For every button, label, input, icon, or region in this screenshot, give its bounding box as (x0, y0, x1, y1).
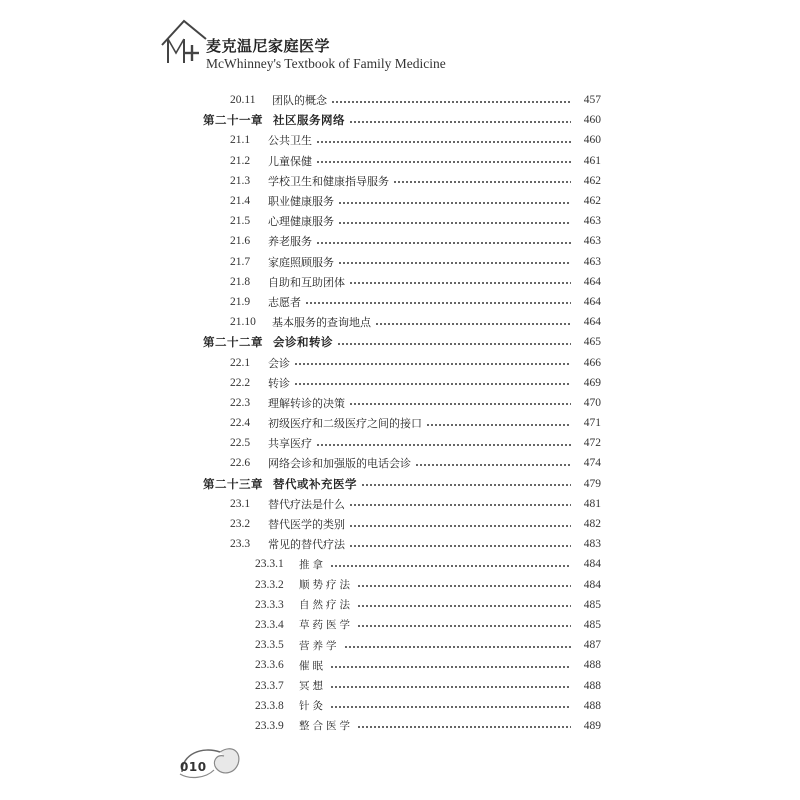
toc-chapter-row (203, 332, 601, 352)
toc-chapter-name: 替代或补充医学 (273, 476, 357, 491)
toc-section-row (203, 151, 601, 171)
toc-page-number: 469 (583, 376, 601, 389)
toc-section-number: 21.8 (230, 275, 251, 288)
book-title-english: McWhinney's Textbook of Family Medicine (206, 56, 446, 71)
table-of-contents (203, 90, 601, 736)
toc-chapter-name: 会诊和转诊 (273, 335, 333, 350)
toc-page-number: 489 (583, 719, 601, 732)
toc-leader-dots (357, 726, 571, 728)
toc-page-number: 488 (583, 699, 601, 712)
toc-page-number: 474 (583, 457, 601, 470)
toc-title: 家庭照顾服务 (268, 255, 334, 269)
toc-section-row (203, 514, 601, 534)
toc-subsection-row (203, 595, 601, 615)
toc-page-number: 464 (583, 295, 601, 308)
toc-section-row (203, 272, 601, 292)
toc-title: 冥想 (299, 680, 326, 693)
toc-section-row (203, 130, 601, 150)
toc-leader-dots (349, 282, 571, 284)
toc-page-number: 471 (583, 417, 601, 430)
toc-subsection-row (203, 655, 601, 675)
toc-section-row (203, 191, 601, 211)
toc-section-row (203, 453, 601, 473)
toc-section-row (203, 534, 601, 554)
toc-section-row (203, 292, 601, 312)
toc-section-number: 23.3.8 (255, 699, 284, 712)
toc-leader-dots (316, 141, 571, 143)
toc-subsection-row (203, 675, 601, 695)
house-logo-icon (160, 15, 208, 65)
toc-leader-dots (393, 181, 571, 183)
toc-page-number: 463 (583, 215, 601, 228)
toc-leader-dots (305, 302, 571, 304)
toc-chapter-label: 第二十一章 (203, 113, 263, 128)
toc-page-number: 482 (583, 518, 601, 531)
toc-title: 替代疗法是什么 (268, 497, 345, 511)
toc-leader-dots (316, 161, 571, 163)
toc-section-number: 23.3.4 (255, 618, 284, 631)
toc-title: 会诊 (268, 356, 290, 370)
page-footer (176, 738, 246, 782)
toc-page-number: 464 (583, 316, 601, 329)
toc-page-number: 466 (583, 356, 601, 369)
toc-leader-dots (338, 222, 571, 224)
toc-subsection-row (203, 716, 601, 736)
toc-section-number: 22.1 (230, 356, 251, 369)
toc-section-number: 22.2 (230, 376, 251, 389)
toc-leader-dots (331, 101, 571, 103)
toc-page-number: 488 (583, 679, 601, 692)
toc-section-number: 23.3.5 (255, 639, 284, 652)
toc-section-number: 23.3 (230, 538, 251, 551)
toc-leader-dots (344, 646, 572, 648)
toc-title: 推拿 (299, 558, 326, 571)
toc-section-number: 23.3.3 (255, 598, 284, 611)
toc-title: 常见的替代疗法 (268, 538, 345, 552)
toc-section-number: 23.3.9 (255, 719, 284, 732)
toc-title: 转诊 (268, 376, 290, 390)
toc-section-row (203, 252, 601, 272)
toc-chapter-row (203, 474, 601, 494)
toc-page-number: 470 (583, 396, 601, 409)
toc-title: 自然疗法 (299, 599, 353, 612)
toc-chapter-label: 第二十二章 (203, 335, 263, 350)
toc-section-row (203, 312, 601, 332)
toc-title: 理解转诊的决策 (268, 396, 345, 410)
toc-section-number: 22.6 (230, 457, 251, 470)
toc-leader-dots (330, 565, 571, 567)
toc-section-row (203, 171, 601, 191)
toc-section-row (203, 90, 601, 110)
toc-subsection-row (203, 615, 601, 635)
toc-section-number: 23.1 (230, 497, 251, 510)
toc-section-number: 23.3.6 (255, 659, 284, 672)
toc-section-number: 21.10 (230, 316, 256, 329)
toc-title (203, 476, 357, 492)
toc-section-number: 21.9 (230, 295, 251, 308)
toc-leader-dots (330, 706, 571, 708)
toc-leader-dots (349, 403, 571, 405)
toc-leader-dots (349, 504, 571, 506)
toc-title: 养老服务 (268, 235, 312, 249)
toc-section-row (203, 231, 601, 251)
toc-page-number: 461 (583, 154, 601, 167)
toc-subsection-row (203, 696, 601, 716)
toc-page-number: 479 (583, 477, 601, 490)
toc-title: 职业健康服务 (268, 195, 334, 209)
toc-section-row (203, 433, 601, 453)
toc-subsection-row (203, 575, 601, 595)
toc-section-number: 21.4 (230, 195, 251, 208)
toc-page-number: 483 (583, 538, 601, 551)
toc-section-row (203, 373, 601, 393)
toc-title: 公共卫生 (268, 134, 312, 148)
toc-title: 团队的概念 (272, 94, 327, 108)
toc-section-number: 22.4 (230, 417, 251, 430)
toc-title (203, 334, 333, 350)
toc-page-number: 464 (583, 275, 601, 288)
toc-section-row (203, 211, 601, 231)
toc-page-number: 460 (583, 134, 601, 147)
toc-section-number: 21.2 (230, 154, 251, 167)
toc-leader-dots (357, 625, 571, 627)
toc-title: 基本服务的查询地点 (272, 316, 371, 330)
toc-title: 初级医疗和二级医疗之间的接口 (268, 417, 422, 431)
toc-leader-dots (361, 484, 571, 486)
toc-leader-dots (338, 202, 571, 204)
toc-page-number: 457 (583, 94, 601, 107)
toc-leader-dots (375, 323, 571, 325)
toc-title: 共享医疗 (268, 437, 312, 451)
toc-section-number: 23.3.7 (255, 679, 284, 692)
toc-section-number: 22.3 (230, 396, 251, 409)
toc-page-number: 463 (583, 255, 601, 268)
toc-title: 网络会诊和加强版的电话会诊 (268, 457, 411, 471)
toc-section-number: 21.3 (230, 174, 251, 187)
toc-leader-dots (330, 666, 571, 668)
toc-leader-dots (330, 686, 571, 688)
toc-leader-dots (294, 363, 571, 365)
toc-page-number: 488 (583, 659, 601, 672)
toc-page-number: 463 (583, 235, 601, 248)
toc-page-number: 460 (583, 114, 601, 127)
toc-page-number: 487 (583, 639, 601, 652)
toc-section-row (203, 393, 601, 413)
toc-section-row (203, 494, 601, 514)
toc-page-number: 462 (583, 174, 601, 187)
toc-title: 顺势疗法 (299, 579, 353, 592)
toc-page-number: 485 (583, 598, 601, 611)
page-number: 010 (180, 760, 207, 774)
toc-leader-dots (415, 464, 571, 466)
toc-leader-dots (338, 262, 571, 264)
toc-subsection-row (203, 554, 601, 574)
toc-title: 儿童保健 (268, 154, 312, 168)
toc-page-number: 485 (583, 618, 601, 631)
toc-chapter-name: 社区服务网络 (273, 113, 345, 128)
book-title-chinese: 麦克温尼家庭医学 (206, 37, 331, 55)
toc-section-number: 21.7 (230, 255, 251, 268)
toc-title: 替代医学的类别 (268, 518, 345, 532)
toc-section-number: 23.3.2 (255, 578, 284, 591)
toc-leader-dots (294, 383, 571, 385)
toc-page-number: 472 (583, 437, 601, 450)
toc-title: 学校卫生和健康指导服务 (268, 174, 389, 188)
toc-leader-dots (349, 525, 571, 527)
toc-chapter-label: 第二十三章 (203, 476, 263, 491)
toc-section-number: 22.5 (230, 437, 251, 450)
toc-section-number: 21.6 (230, 235, 251, 248)
toc-title: 针灸 (299, 700, 326, 713)
toc-title: 营养学 (299, 639, 340, 652)
toc-title: 催眠 (299, 659, 326, 672)
toc-page-number: 462 (583, 195, 601, 208)
toc-page-number: 481 (583, 497, 601, 510)
toc-leader-dots (357, 585, 571, 587)
toc-title: 整合医学 (299, 720, 353, 733)
toc-leader-dots (426, 424, 571, 426)
toc-title (203, 112, 345, 128)
toc-section-row (203, 352, 601, 372)
toc-chapter-row (203, 110, 601, 130)
toc-section-number: 23.3.1 (255, 558, 284, 571)
toc-leader-dots (349, 545, 571, 547)
toc-subsection-row (203, 635, 601, 655)
toc-leader-dots (357, 605, 571, 607)
toc-leader-dots (349, 121, 571, 123)
toc-leader-dots (337, 343, 571, 345)
toc-page-number: 465 (583, 336, 601, 349)
toc-section-number: 21.1 (230, 134, 251, 147)
toc-section-number: 21.5 (230, 215, 251, 228)
toc-title: 草药医学 (299, 619, 353, 632)
toc-page-number: 484 (583, 558, 601, 571)
toc-title: 志愿者 (268, 295, 301, 309)
toc-title: 心理健康服务 (268, 215, 334, 229)
running-header (160, 15, 460, 75)
toc-leader-dots (316, 242, 571, 244)
toc-section-number: 20.11 (230, 94, 256, 107)
toc-section-number: 23.2 (230, 518, 251, 531)
toc-leader-dots (316, 444, 571, 446)
toc-title: 自助和互助团体 (268, 275, 345, 289)
toc-page-number: 484 (583, 578, 601, 591)
toc-section-row (203, 413, 601, 433)
